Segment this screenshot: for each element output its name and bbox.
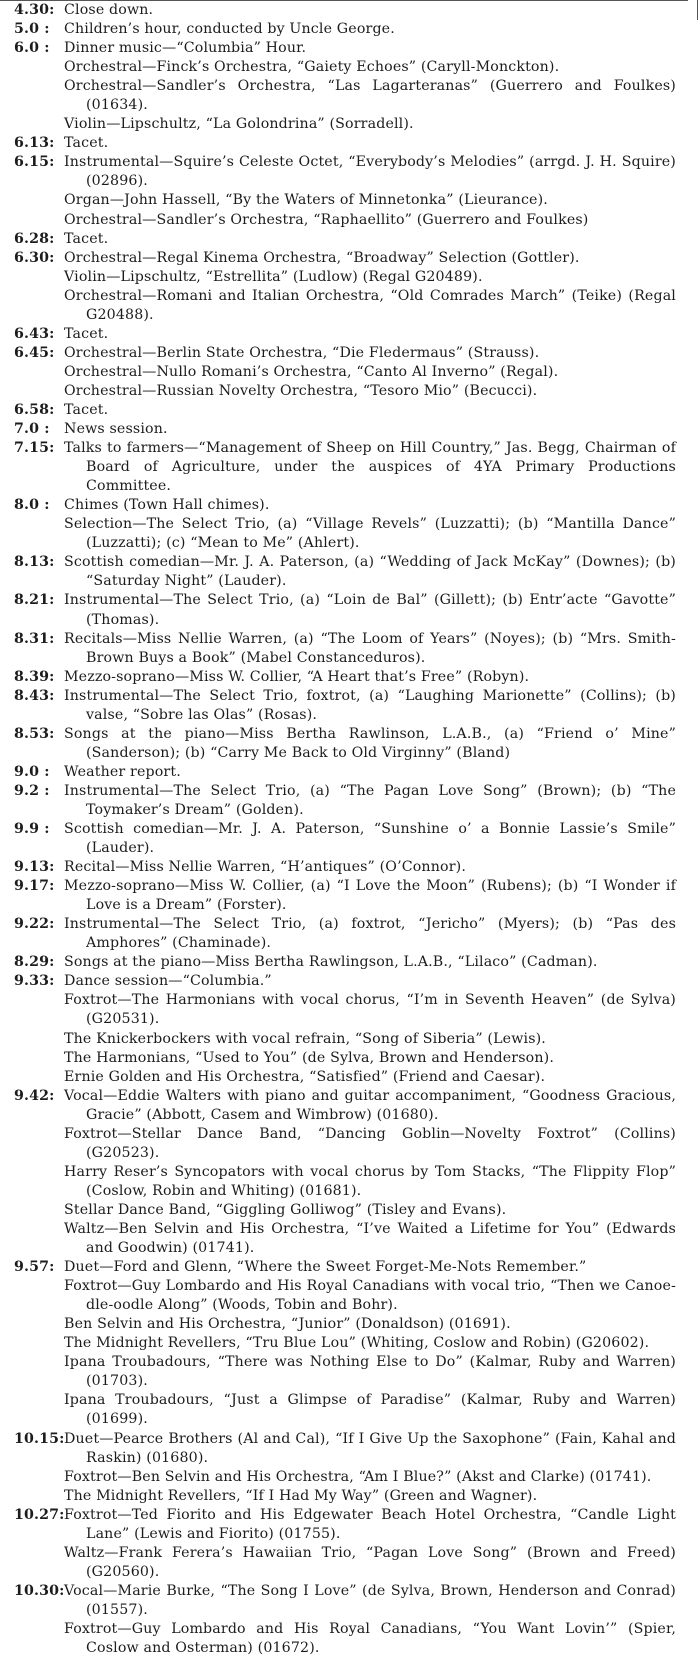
program-item: Orchestral—Regal Kinema Orchestra, “Broadway” Selection (Gottler). — [64, 249, 580, 266]
program-item: Orchestral—Sandler’s Orchestra, “Raphaellito” (Guerrero and Foulkes) — [64, 211, 589, 228]
program-item: The Harmonians, “Used to You” (de Sylva, Brown and Henderson). — [64, 1049, 554, 1066]
program-item: Foxtrot—The Harmonians with vocal chorus, “I’m in Seventh Heaven” (de Sylva) (G20531). — [64, 992, 676, 1028]
program-item: Waltz—Ben Selvin and His Orchestra, “I’ve Waited a Lifetime for You” (Edwards and Goodwin) (01741). — [64, 1221, 676, 1257]
entry-time: 9.42: — [14, 1087, 55, 1104]
entry-time: 6.45: — [14, 344, 55, 361]
entry-items — [64, 820, 676, 858]
entry-items — [64, 401, 676, 420]
program-entry — [14, 687, 676, 725]
entry-items — [64, 1582, 676, 1658]
program-entry — [14, 782, 676, 820]
entry-items — [64, 1506, 676, 1582]
program-entry — [14, 1430, 676, 1506]
program-item: Duet—Ford and Glenn, “Where the Sweet Forget-Me-Nots Remember.” — [64, 1259, 587, 1276]
entry-items — [64, 1258, 676, 1429]
entry-items — [64, 687, 676, 725]
program-entry — [14, 668, 676, 687]
program-item: Instrumental—The Select Trio, (a) “Loin de Bal” (Gillett); (b) Entr’acte “Gavotte” (Thomas). — [64, 592, 676, 628]
entry-time: 4.30: — [14, 2, 55, 18]
entry-items — [64, 915, 676, 953]
program-item: Talks to farmers—“Management of Sheep on Hill Country,” Jas. Begg, Chairman of Board of Agriculture, under the auspices of 4YA Primary Productions Committee. — [64, 440, 676, 495]
entry-items — [64, 858, 676, 877]
program-item: Duet—Pearce Brothers (Al and Cal), “If I Give Up the Saxophone” (Fain, Kahal and Raskin) (01680). — [64, 1430, 676, 1466]
program-item: Instrumental—Squire’s Celeste Octet, “Everybody’s Melodies” (arrgd. J. H. Squire) (02896). — [64, 154, 676, 190]
program-entry — [14, 496, 676, 553]
program-entry — [14, 877, 676, 915]
program-entry — [14, 249, 676, 325]
entry-time: 9.0 : — [14, 763, 50, 780]
entry-items — [64, 763, 676, 782]
program-item: Foxtrot—Ben Selvin and His Orchestra, “Am I Blue?” (Akst and Clarke) (01741). — [64, 1468, 652, 1485]
program-item: Instrumental—The Select Trio, (a) “The Pagan Love Song” (Brown); (b) “The Toymaker’s Dream” (Golden). — [64, 782, 676, 818]
entry-items — [64, 1430, 676, 1506]
program-entry — [14, 630, 676, 668]
entry-time: 10.15: — [14, 1430, 65, 1447]
program-item: Ipana Troubadours, “Just a Glimpse of Paradise” (Kalmar, Ruby and Warren) (01699). — [64, 1392, 676, 1428]
program-item: Tacet. — [64, 401, 109, 418]
program-entry — [14, 858, 676, 877]
program-entry — [14, 763, 676, 782]
program-item: Foxtrot—Guy Lombardo and His Royal Canadians with vocal trio, “Then we Canoe-dle-oodle Along” (Woods, Tobin and Bohr). — [64, 1278, 676, 1314]
entry-items — [64, 972, 676, 1086]
entry-time: 10.27: — [14, 1506, 65, 1523]
program-item: Tacet. — [64, 230, 109, 247]
entry-time: 9.9 : — [14, 821, 50, 838]
program-item: Foxtrot—Stellar Dance Band, “Dancing Goblin—Novelty Foxtrot” (Collins) (G20523). — [64, 1125, 676, 1161]
entry-time: 9.2 : — [14, 782, 50, 799]
program-item: Dinner music—“Columbia” Hour. — [64, 40, 307, 57]
program-entry — [14, 325, 676, 344]
program-item: News session. — [64, 421, 168, 438]
entry-items — [64, 591, 676, 629]
entry-time: 6.43: — [14, 325, 55, 342]
program-item: Scottish comedian—Mr. J. A. Paterson, “Sunshine o’ a Bonnie Lassie’s Smile” (Lauder). — [64, 821, 676, 857]
entry-time: 9.33: — [14, 973, 55, 990]
program-item: Organ—John Hassell, “By the Waters of Minnetonka” (Lieurance). — [64, 192, 548, 209]
program-entry — [14, 20, 676, 39]
entry-time: 8.39: — [14, 668, 55, 685]
program-item: Harry Reser’s Syncopators with vocal chorus by Tom Stacks, “The Flippity Flop” (Coslow, Robin and Whiting) (01681). — [64, 1163, 676, 1199]
entry-items — [64, 1, 676, 20]
program-entry — [14, 1506, 676, 1582]
program-item: Instrumental—The Select Trio, foxtrot, (a) “Laughing Marionette” (Collins); (b) valse, “Sobre las Olas” (Rosas). — [64, 687, 676, 723]
program-entry — [14, 972, 676, 1086]
entry-time: 8.53: — [14, 725, 55, 742]
program-item: Scottish comedian—Mr. J. A. Paterson, (a) “Wedding of Jack McKay” (Downes); (b) “Saturday Night” (Lauder). — [64, 554, 676, 590]
program-item: Foxtrot—Ted Fiorito and His Edgewater Beach Hotel Orchestra, “Candle Light Lane” (Lewis and Fiorito) (01755). — [64, 1506, 676, 1542]
program-schedule — [14, 1, 676, 1658]
program-entry — [14, 344, 676, 401]
program-entry — [14, 1, 676, 20]
program-entry — [14, 401, 676, 420]
program-entry — [14, 153, 676, 229]
program-item: Songs at the piano—Miss Bertha Rawlingson, L.A.B., “Lilaco” (Cadman). — [64, 954, 598, 971]
entry-time: 6.13: — [14, 135, 55, 152]
entry-items — [64, 230, 676, 249]
entry-time: 9.13: — [14, 859, 55, 876]
entry-time: 6.28: — [14, 230, 55, 247]
entry-items — [64, 668, 676, 687]
program-entry — [14, 439, 676, 496]
program-item: Ipana Troubadours, “There was Nothing Else to Do” (Kalmar, Ruby and Warren) (01703). — [64, 1354, 676, 1390]
entry-items — [64, 782, 676, 820]
program-entry — [14, 134, 676, 153]
program-item: Tacet. — [64, 135, 109, 152]
program-entry — [14, 1258, 676, 1429]
program-item: Orchestral—Russian Novelty Orchestra, “Tesoro Mio” (Becucci). — [64, 382, 538, 399]
entry-items — [64, 249, 676, 325]
entry-time: 6.30: — [14, 249, 55, 266]
entry-items — [64, 39, 676, 134]
entry-items — [64, 439, 676, 496]
program-item: Chimes (Town Hall chimes). — [64, 497, 270, 514]
program-item: Mezzo-soprano—Miss W. Collier, “A Heart that’s Free” (Robyn). — [64, 668, 530, 685]
entry-time: 9.17: — [14, 878, 55, 895]
program-item: Orchestral—Romani and Italian Orchestra, “Old Comrades March” (Teike) (Regal G20488). — [64, 287, 676, 323]
entry-time: 7.0 : — [14, 421, 50, 438]
entry-items — [64, 20, 676, 39]
program-item: Weather report. — [64, 763, 181, 780]
program-item: Mezzo-soprano—Miss W. Collier, (a) “I Love the Moon” (Rubens); (b) “I Wonder if Love is a Dream” (Forster). — [64, 878, 676, 914]
program-item: Tacet. — [64, 325, 109, 342]
entry-items — [64, 153, 676, 229]
entry-time: 5.0 : — [14, 21, 50, 38]
program-entry — [14, 420, 676, 439]
entry-items — [64, 553, 676, 591]
program-entry — [14, 915, 676, 953]
program-item: Orchestral—Nullo Romani’s Orchestra, “Canto Al Inverno” (Regal). — [64, 363, 559, 380]
entry-time: 6.15: — [14, 154, 55, 171]
program-entry — [14, 1582, 676, 1658]
entry-time: 9.22: — [14, 916, 55, 933]
program-item: Dance session—“Columbia.” — [64, 973, 272, 990]
program-item: Ben Selvin and His Orchestra, “Junior” (Donaldson) (01691). — [64, 1316, 511, 1333]
program-entry — [14, 725, 676, 763]
program-entry — [14, 820, 676, 858]
program-item: The Knickerbockers with vocal refrain, “Song of Siberia” (Lewis). — [64, 1030, 546, 1047]
entry-items — [64, 344, 676, 401]
entry-time: 7.15: — [14, 440, 55, 457]
program-entry — [14, 591, 676, 629]
program-entry — [14, 39, 676, 134]
entry-items — [64, 1087, 676, 1258]
program-item: Ernie Golden and His Orchestra, “Satisfied” (Friend and Caesar). — [64, 1068, 546, 1085]
entry-time: 8.21: — [14, 592, 55, 609]
entry-items — [64, 134, 676, 153]
entry-time: 8.29: — [14, 954, 55, 971]
entry-items — [64, 420, 676, 439]
program-item: Vocal—Eddie Walters with piano and guitar accompaniment, “Goodness Gracious, Gracie” (Abbott, Casem and Wimbrow) (01680). — [64, 1087, 676, 1123]
program-entry — [14, 553, 676, 591]
program-item: Orchestral—Sandler’s Orchestra, “Las Lagarteranas” (Guerrero and Foulkes) (01634). — [64, 78, 676, 114]
entry-items — [64, 325, 676, 344]
program-item: Stellar Dance Band, “Giggling Golliwog” (Tisley and Evans). — [64, 1201, 507, 1218]
entry-time: 9.57: — [14, 1259, 55, 1276]
program-item: Recitals—Miss Nellie Warren, (a) “The Loom of Years” (Noyes); (b) “Mrs. Smith-Brown Buys a Book” (Mabel Constanceduros). — [64, 630, 676, 666]
program-entry — [14, 230, 676, 249]
program-item: Instrumental—The Select Trio, (a) foxtrot, “Jericho” (Myers); (b) “Pas des Amphores” (Chaminade). — [64, 916, 676, 952]
entry-items — [64, 877, 676, 915]
program-item: Close down. — [64, 2, 154, 18]
program-item: Orchestral—Berlin State Orchestra, “Die Fledermaus” (Strauss). — [64, 344, 540, 361]
program-item: The Midnight Revellers, “Tru Blue Lou” (Whiting, Coslow and Robin) (G20602). — [64, 1335, 650, 1352]
program-entry — [14, 1087, 676, 1258]
program-item: Vocal—Marie Burke, “The Song I Love” (de Sylva, Brown, Henderson and Conrad) (01557). — [64, 1582, 676, 1618]
entry-items — [64, 953, 676, 972]
entry-time: 8.43: — [14, 687, 55, 704]
program-item: The Midnight Revellers, “If I Had My Way” (Green and Wagner). — [64, 1487, 538, 1504]
program-item: Waltz—Frank Ferera’s Hawaiian Trio, “Pagan Love Song” (Brown and Freed) (G20560). — [64, 1544, 676, 1580]
program-entry — [14, 953, 676, 972]
entry-time: 8.0 : — [14, 497, 50, 514]
entry-items — [64, 496, 676, 553]
entry-time: 6.58: — [14, 401, 55, 418]
entry-time: 8.13: — [14, 554, 55, 571]
entry-time: 8.31: — [14, 630, 55, 647]
program-item: Orchestral—Finck’s Orchestra, “Gaiety Echoes” (Caryll-Monckton). — [64, 59, 560, 76]
right-border-rule — [697, 0, 698, 20]
entry-time: 10.30: — [14, 1582, 65, 1599]
top-border-rule — [0, 0, 688, 1]
entry-items — [64, 725, 676, 763]
program-item: Violin—Lipschultz, “Estrellita” (Ludlow) (Regal G20489). — [64, 268, 483, 285]
program-item: Foxtrot—Guy Lombardo and His Royal Canadians, “You Want Lovin’” (Spier, Coslow and Osterman) (01672). — [64, 1620, 676, 1657]
entry-time: 6.0 : — [14, 40, 50, 57]
program-item: Selection—The Select Trio, (a) “Village Revels” (Luzzatti); (b) “Mantilla Dance” (Luzzatti); (c) “Mean to Me” (Ahlert). — [64, 516, 676, 552]
program-item: Songs at the piano—Miss Bertha Rawlinson, L.A.B., (a) “Friend o’ Mine” (Sanderson); (b) “Carry Me Back to Old Virginny” (Bland) — [64, 725, 676, 761]
entry-items — [64, 630, 676, 668]
program-item: Violin—Lipschultz, “La Golondrina” (Sorradell). — [64, 116, 414, 133]
program-item: Children’s hour, conducted by Uncle George. — [64, 21, 395, 38]
program-item: Recital—Miss Nellie Warren, “H’antiques” (O’Connor). — [64, 859, 466, 876]
